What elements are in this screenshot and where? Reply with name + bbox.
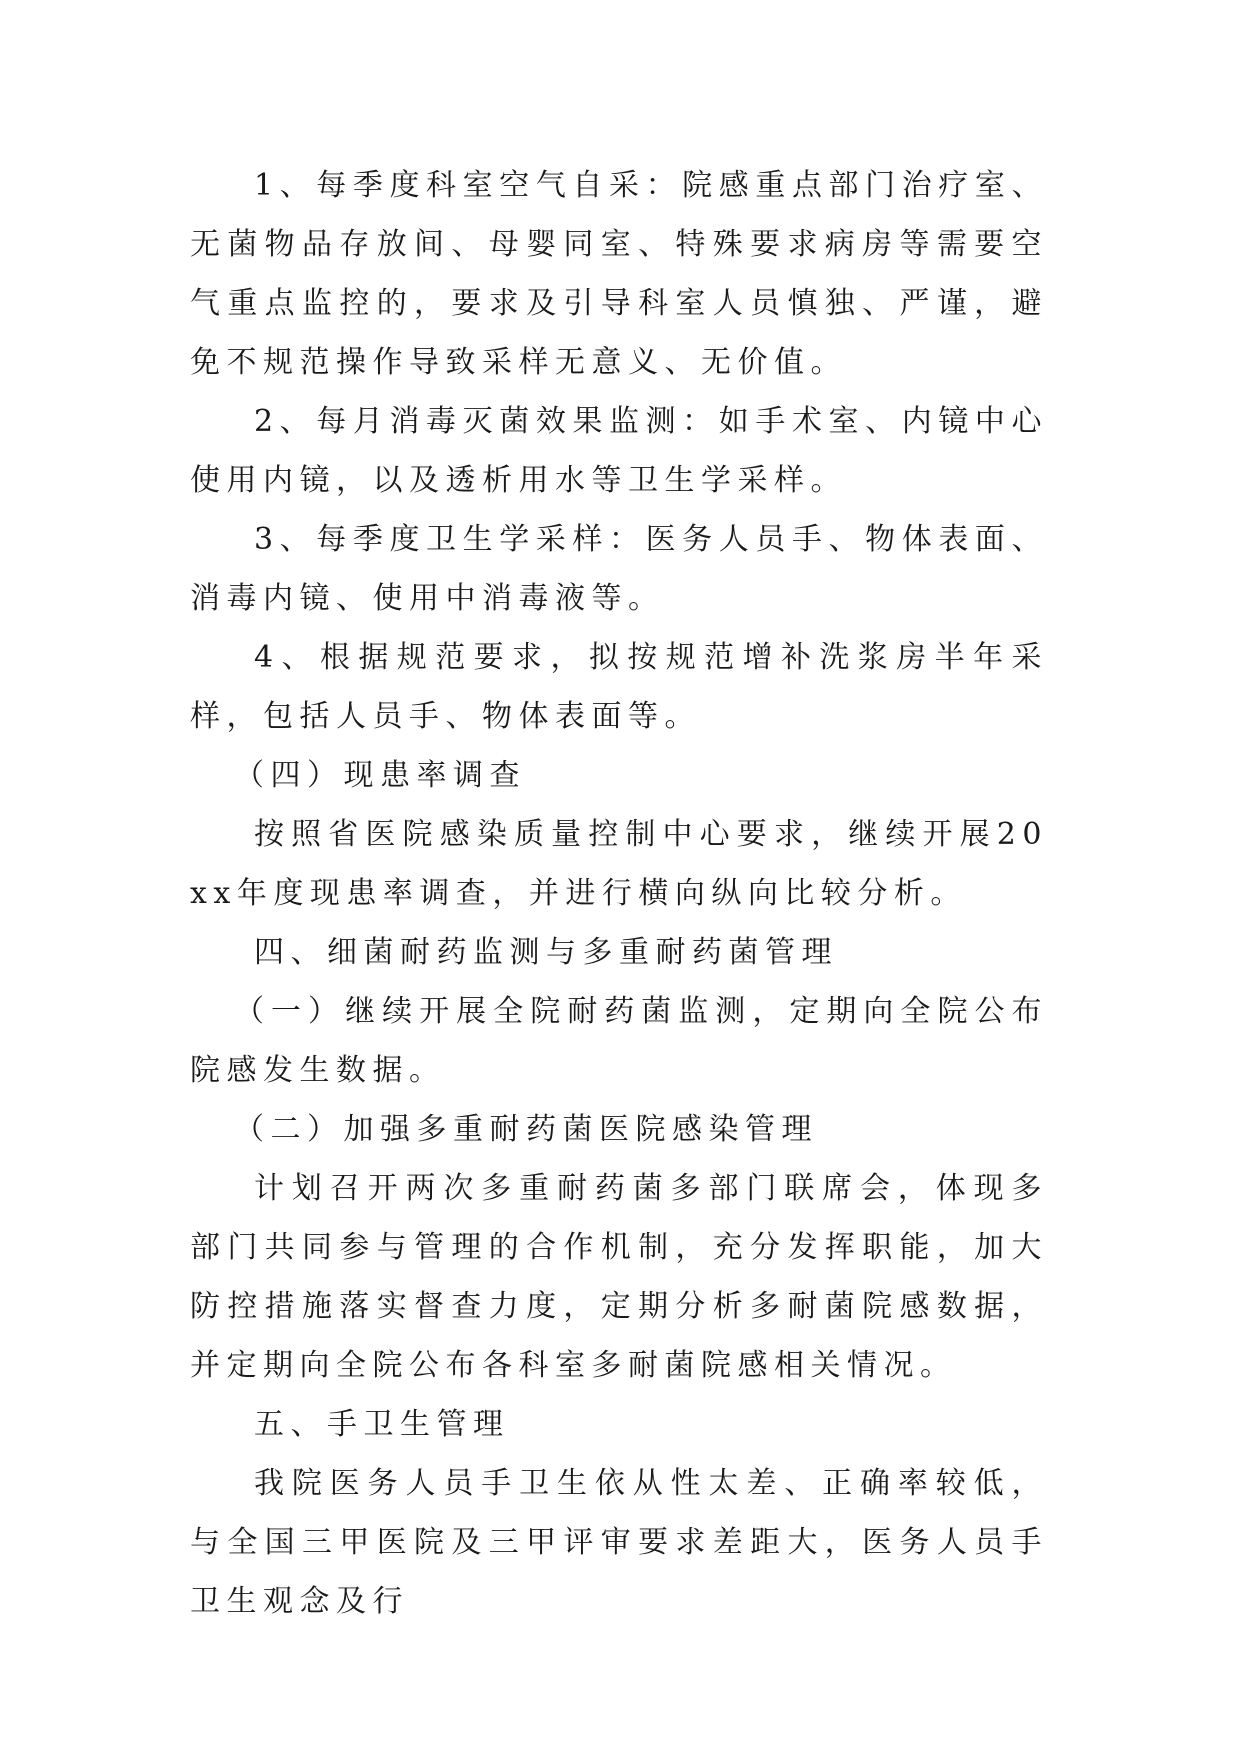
paragraph-hygiene-sampling: 3、每季度卫生学采样：医务人员手、物体表面、消毒内镜、使用中消毒液等。 (190, 522, 1048, 616)
paragraph-prevalence-survey: 按照省医院感染质量控制中心要求，继续开展20xx年度现患率调查，并进行横向纵向比较分析。 (190, 817, 1048, 911)
paragraph-disinfection-monitoring: 2、每月消毒灭菌效果监测：如手术室、内镜中心使用内镜，以及透析用水等卫生学采样。 (190, 404, 1048, 498)
heading-section-4: 四、细菌耐药监测与多重耐药菌管理 (254, 935, 838, 970)
paragraph-air-sampling: 1、每季度科室空气自采：院感重点部门治疗室、无菌物品存放间、母婴同室、特殊要求病房等需要空气重点监控的，要求及引导科室人员慎独、严谨，避免不规范操作导致采样无意义、无价值。 (190, 168, 1048, 380)
paragraph-hand-hygiene: 我院医务人员手卫生依从性太差、正确率较低，与全国三甲医院及三甲评审要求差距大，医务人员手卫生观念及行 (190, 1466, 1048, 1619)
paragraph-laundry-sampling: 4、根据规范要求，拟按规范增补洗浆房半年采样，包括人员手、物体表面等。 (190, 640, 1048, 734)
subheading-mdro-management: （二）加强多重耐药菌医院感染管理 (234, 1112, 818, 1147)
heading-section-5: 五、手卫生管理 (254, 1407, 510, 1442)
subheading-prevalence-survey: （四）现患率调查 (234, 758, 526, 793)
paragraph-mdro-meetings: 计划召开两次多重耐药菌多部门联席会，体现多部门共同参与管理的合作机制，充分发挥职能，加大防控措施落实督查力度，定期分析多耐菌院感数据，并定期向全院公布各科室多耐菌院感相关情况。 (190, 1171, 1048, 1383)
paragraph-resistance-monitoring: （一）继续开展全院耐药菌监测，定期向全院公布院感发生数据。 (190, 994, 1048, 1088)
document-body (190, 156, 1048, 1631)
